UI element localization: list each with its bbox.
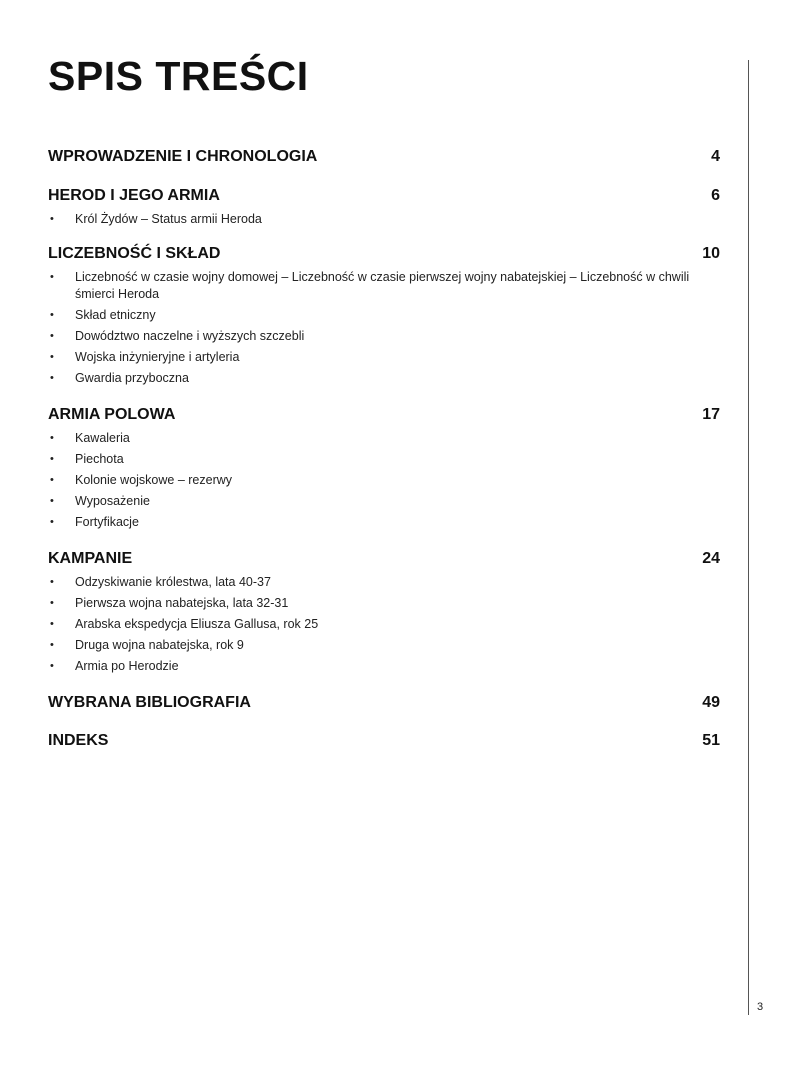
toc-item-label: Odzyskiwanie królestwa, lata 40-37 [75,575,271,589]
toc-section [48,692,720,714]
bullet-icon: • [50,213,54,225]
toc-item-label: Fortyfikacje [75,515,139,529]
toc-item[interactable] [48,472,695,489]
toc-section [48,146,720,168]
section-page-number: 24 [702,550,720,567]
toc-item[interactable] [48,307,695,324]
bullet-icon: • [50,576,54,588]
bullet-icon: • [50,495,54,507]
section-page-number: 4 [711,148,720,165]
toc-item-label: Pierwsza wojna nabatejska, lata 32-31 [75,596,289,610]
toc-item-list [48,430,720,531]
bullet-icon: • [50,597,54,609]
toc-item-label: Gwardia przyboczna [75,371,189,385]
section-title: KAMPANIE [48,550,133,567]
bullet-icon: • [50,639,54,651]
toc-item[interactable] [48,211,695,228]
toc-item-label: Kawaleria [75,431,130,445]
toc-item[interactable] [48,349,695,366]
section-page-number: 10 [702,245,720,262]
section-title: WPROWADZENIE I CHRONOLOGIA [48,148,318,165]
bullet-icon: • [50,453,54,465]
toc-item-label: Liczebność w czasie wojny domowej – Liczebność w czasie pierwszej wojny nabatejskiej – Liczebność w chwili śmierci Heroda [75,270,690,301]
toc-item[interactable] [48,430,695,447]
toc-item-label: Arabska ekspedycja Eliusza Gallusa, rok 25 [75,617,319,631]
toc-item-list [48,211,720,228]
toc-item[interactable] [48,637,695,654]
toc-item[interactable] [48,514,695,531]
bullet-icon: • [50,660,54,672]
toc-section [48,243,720,387]
toc-section [48,404,720,531]
section-page-number: 6 [711,187,720,204]
toc-item-label: Król Żydów – Status armii Heroda [75,212,262,226]
bullet-icon: • [50,432,54,444]
toc-item-label: Dowództwo naczelne i wyższych szczebli [75,329,305,343]
toc-item-label: Piechota [75,452,124,466]
toc-section [48,548,720,675]
page-number: 3 [757,1001,764,1013]
toc-item-list [48,269,720,387]
toc-item[interactable] [48,595,695,612]
toc-item[interactable] [48,451,695,468]
bullet-icon: • [50,516,54,528]
bullet-icon: • [50,351,54,363]
toc-section-heading[interactable] [48,404,720,426]
section-page-number: 49 [702,694,720,711]
bullet-icon: • [50,330,54,342]
section-title: WYBRANA BIBLIOGRAFIA [48,694,251,711]
section-title: INDEKS [48,732,109,749]
section-title: LICZEBNOŚĆ I SKŁAD [48,245,221,262]
vertical-divider [748,60,749,1015]
toc-section-heading[interactable] [48,185,720,207]
toc-section-heading[interactable] [48,243,720,265]
toc-item-label: Wojska inżynieryjne i artyleria [75,350,240,364]
section-page-number: 51 [702,732,720,749]
toc-section-heading[interactable] [48,548,720,570]
toc-item-label: Kolonie wojskowe – rezerwy [75,473,233,487]
toc-section [48,185,720,228]
toc-item[interactable] [48,658,695,675]
toc-item[interactable] [48,370,695,387]
bullet-icon: • [50,474,54,486]
toc-item-list [48,574,720,675]
toc-item-label: Druga wojna nabatejska, rok 9 [75,638,244,652]
section-title: ARMIA POLOWA [48,406,176,423]
toc-section-heading[interactable] [48,146,720,168]
toc-item-label: Skład etniczny [75,308,156,322]
toc-item-label: Armia po Herodzie [75,659,179,673]
bullet-icon: • [50,271,54,283]
section-page-number: 17 [702,406,720,423]
toc-item[interactable] [48,269,695,303]
toc-item[interactable] [48,493,695,510]
toc-section [48,730,720,752]
section-title: HEROD I JEGO ARMIA [48,187,220,204]
table-of-contents [48,146,720,752]
toc-item-label: Wyposażenie [75,494,150,508]
bullet-icon: • [50,372,54,384]
toc-item[interactable] [48,574,695,591]
toc-item[interactable] [48,616,695,633]
toc-item[interactable] [48,328,695,345]
toc-section-heading[interactable] [48,692,720,714]
bullet-icon: • [50,309,54,321]
toc-section-heading[interactable] [48,730,720,752]
bullet-icon: • [50,618,54,630]
page-title: SPIS TREŚCI [48,53,309,99]
